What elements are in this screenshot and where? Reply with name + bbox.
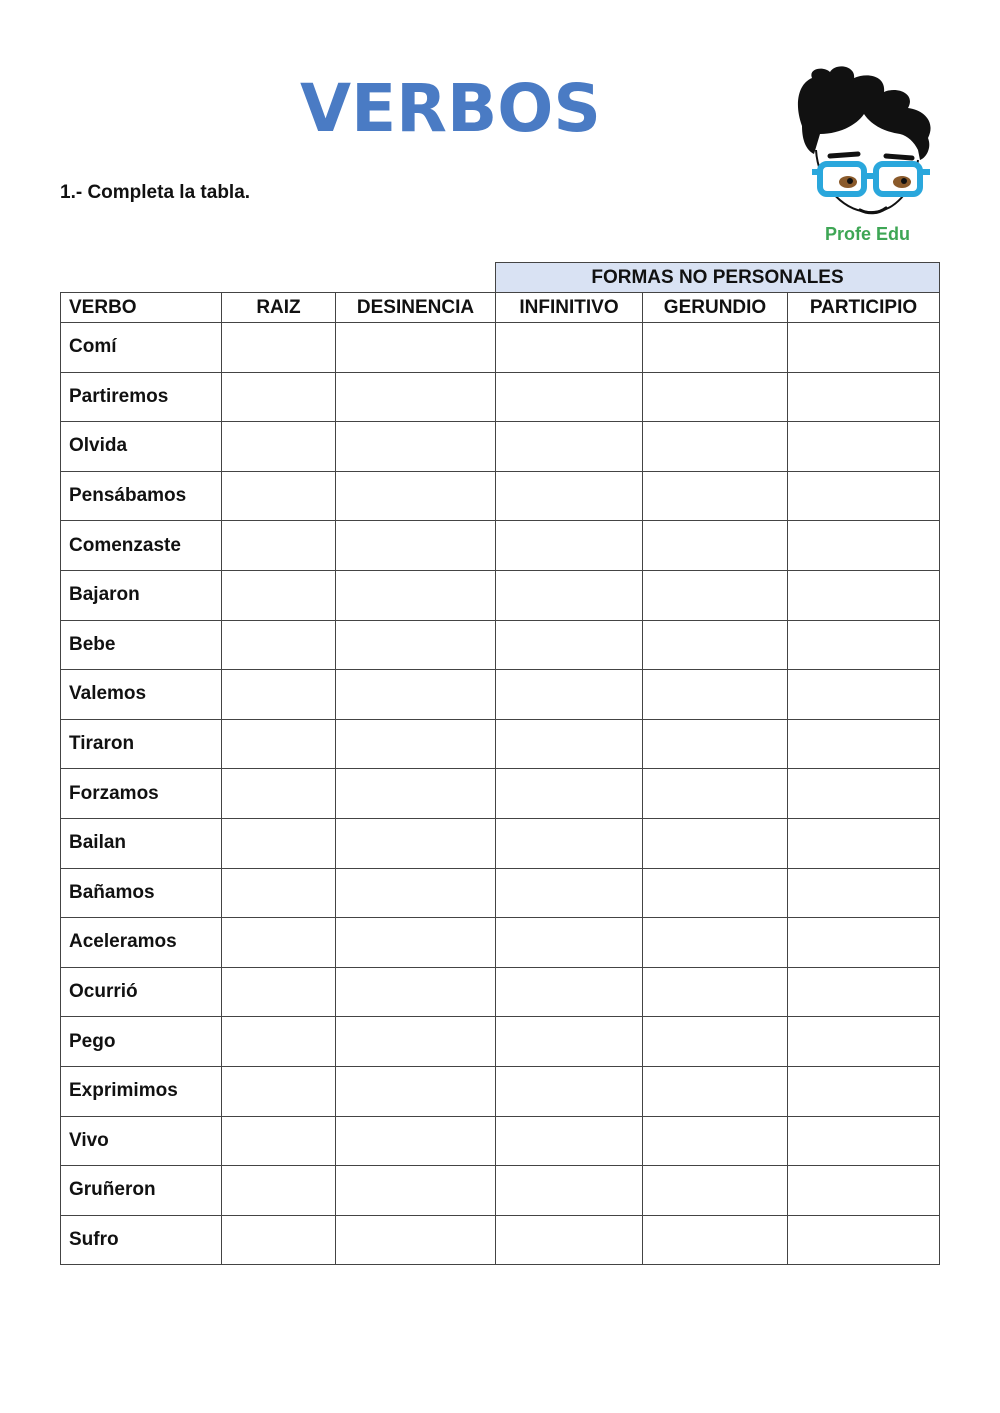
infinitivo-cell[interactable]: [496, 868, 643, 918]
gerundio-cell[interactable]: [643, 471, 788, 521]
gerundio-cell[interactable]: [643, 868, 788, 918]
desinencia-cell[interactable]: [336, 372, 496, 422]
gerundio-cell[interactable]: [643, 1215, 788, 1265]
participio-cell[interactable]: [788, 1116, 940, 1166]
desinencia-cell[interactable]: [336, 868, 496, 918]
table-row: [61, 1066, 940, 1116]
raiz-cell[interactable]: [222, 1116, 336, 1166]
table-row: [61, 670, 940, 720]
participio-cell[interactable]: [788, 967, 940, 1017]
verb-cell: Exprimimos: [61, 1066, 222, 1116]
table-row: [61, 868, 940, 918]
desinencia-cell[interactable]: [336, 967, 496, 1017]
infinitivo-cell[interactable]: [496, 670, 643, 720]
verb-cell: Vivo: [61, 1116, 222, 1166]
gerundio-cell[interactable]: [643, 372, 788, 422]
instruction-text: 1.- Completa la tabla.: [60, 182, 251, 203]
raiz-cell[interactable]: [222, 620, 336, 670]
participio-cell[interactable]: [788, 1066, 940, 1116]
group-header-formas-no-personales: FORMAS NO PERSONALES: [496, 263, 940, 293]
desinencia-cell[interactable]: [336, 918, 496, 968]
table-row: [61, 818, 940, 868]
verb-cell: Pensábamos: [61, 471, 222, 521]
participio-cell[interactable]: [788, 670, 940, 720]
gerundio-cell[interactable]: [643, 323, 788, 373]
verb-cell: Sufro: [61, 1215, 222, 1265]
participio-cell[interactable]: [788, 471, 940, 521]
table-row: [61, 719, 940, 769]
verb-cell: Bebe: [61, 620, 222, 670]
infinitivo-cell[interactable]: [496, 570, 643, 620]
page-title: VERBOS: [300, 70, 601, 147]
desinencia-cell[interactable]: [336, 670, 496, 720]
gerundio-cell[interactable]: [643, 1166, 788, 1216]
table-row: [61, 471, 940, 521]
gerundio-cell[interactable]: [643, 918, 788, 968]
participio-cell[interactable]: [788, 1166, 940, 1216]
participio-cell[interactable]: [788, 868, 940, 918]
table-row: [61, 521, 940, 571]
gerundio-cell[interactable]: [643, 967, 788, 1017]
verb-cell: Forzamos: [61, 769, 222, 819]
infinitivo-cell[interactable]: [496, 471, 643, 521]
raiz-cell[interactable]: [222, 570, 336, 620]
gerundio-cell[interactable]: [643, 818, 788, 868]
gerundio-cell[interactable]: [643, 769, 788, 819]
logo-text: Profe Edu: [824, 224, 910, 244]
verb-cell: Valemos: [61, 670, 222, 720]
desinencia-cell[interactable]: [336, 769, 496, 819]
infinitivo-cell[interactable]: [496, 521, 643, 571]
participio-cell[interactable]: [788, 422, 940, 472]
raiz-cell[interactable]: [222, 372, 336, 422]
raiz-cell[interactable]: [222, 1066, 336, 1116]
participio-cell[interactable]: [788, 570, 940, 620]
infinitivo-cell[interactable]: [496, 422, 643, 472]
infinitivo-cell[interactable]: [496, 1215, 643, 1265]
verb-cell: Comí: [61, 323, 222, 373]
verb-cell: Pego: [61, 1017, 222, 1067]
infinitivo-cell[interactable]: [496, 719, 643, 769]
desinencia-cell[interactable]: [336, 1166, 496, 1216]
participio-cell[interactable]: [788, 719, 940, 769]
participio-cell[interactable]: [788, 918, 940, 968]
table-row: [61, 372, 940, 422]
gerundio-cell[interactable]: [643, 670, 788, 720]
raiz-cell[interactable]: [222, 521, 336, 571]
desinencia-cell[interactable]: [336, 521, 496, 571]
table-row: [61, 620, 940, 670]
raiz-cell[interactable]: [222, 471, 336, 521]
verb-table: [60, 262, 940, 1265]
participio-cell[interactable]: [788, 620, 940, 670]
gerundio-cell[interactable]: [643, 719, 788, 769]
table-row: [61, 1116, 940, 1166]
participio-cell[interactable]: [788, 1017, 940, 1067]
column-header-infinitivo: INFINITIVO: [496, 293, 643, 323]
gerundio-cell[interactable]: [643, 422, 788, 472]
column-header-row: [61, 293, 940, 323]
verb-cell: Comenzaste: [61, 521, 222, 571]
raiz-cell[interactable]: [222, 769, 336, 819]
raiz-cell[interactable]: [222, 818, 336, 868]
verb-cell: Bajaron: [61, 570, 222, 620]
raiz-cell[interactable]: [222, 1166, 336, 1216]
gerundio-cell[interactable]: [643, 1017, 788, 1067]
table-row: [61, 967, 940, 1017]
table-row: [61, 769, 940, 819]
table-row: [61, 1166, 940, 1216]
verb-cell: Tiraron: [61, 719, 222, 769]
gerundio-cell[interactable]: [643, 521, 788, 571]
column-header-desinencia: DESINENCIA: [336, 293, 496, 323]
participio-cell[interactable]: [788, 769, 940, 819]
gerundio-cell[interactable]: [643, 1066, 788, 1116]
profe-edu-logo: [790, 64, 940, 254]
raiz-cell[interactable]: [222, 719, 336, 769]
desinencia-cell[interactable]: [336, 1017, 496, 1067]
participio-cell[interactable]: [788, 818, 940, 868]
desinencia-cell[interactable]: [336, 1215, 496, 1265]
raiz-cell[interactable]: [222, 868, 336, 918]
desinencia-cell[interactable]: [336, 471, 496, 521]
desinencia-cell[interactable]: [336, 422, 496, 472]
desinencia-cell[interactable]: [336, 719, 496, 769]
raiz-cell[interactable]: [222, 323, 336, 373]
boy-with-glasses-icon: [790, 64, 940, 224]
infinitivo-cell[interactable]: [496, 1116, 643, 1166]
desinencia-cell[interactable]: [336, 1116, 496, 1166]
column-header-participio: PARTICIPIO: [788, 293, 940, 323]
infinitivo-cell[interactable]: [496, 818, 643, 868]
participio-cell[interactable]: [788, 1215, 940, 1265]
raiz-cell[interactable]: [222, 422, 336, 472]
infinitivo-cell[interactable]: [496, 372, 643, 422]
verb-cell: Bailan: [61, 818, 222, 868]
desinencia-cell[interactable]: [336, 620, 496, 670]
gerundio-cell[interactable]: [643, 570, 788, 620]
raiz-cell[interactable]: [222, 1215, 336, 1265]
table-row: [61, 918, 940, 968]
infinitivo-cell[interactable]: [496, 1166, 643, 1216]
table-row: [61, 1017, 940, 1067]
infinitivo-cell[interactable]: [496, 967, 643, 1017]
infinitivo-cell[interactable]: [496, 323, 643, 373]
infinitivo-cell[interactable]: [496, 620, 643, 670]
column-header-verbo: VERBO: [61, 293, 222, 323]
participio-cell[interactable]: [788, 372, 940, 422]
verb-cell: Partiremos: [61, 372, 222, 422]
desinencia-cell[interactable]: [336, 1066, 496, 1116]
verb-cell: Aceleramos: [61, 918, 222, 968]
desinencia-cell[interactable]: [336, 570, 496, 620]
table-row: [61, 422, 940, 472]
infinitivo-cell[interactable]: [496, 1066, 643, 1116]
verb-cell: Olvida: [61, 422, 222, 472]
raiz-cell[interactable]: [222, 967, 336, 1017]
table-row: [61, 1215, 940, 1265]
header-spacer: [61, 263, 496, 293]
infinitivo-cell[interactable]: [496, 918, 643, 968]
verb-cell: Ocurrió: [61, 967, 222, 1017]
participio-cell[interactable]: [788, 323, 940, 373]
raiz-cell[interactable]: [222, 670, 336, 720]
participio-cell[interactable]: [788, 521, 940, 571]
desinencia-cell[interactable]: [336, 323, 496, 373]
column-header-gerundio: GERUNDIO: [643, 293, 788, 323]
desinencia-cell[interactable]: [336, 818, 496, 868]
infinitivo-cell[interactable]: [496, 769, 643, 819]
raiz-cell[interactable]: [222, 1017, 336, 1067]
column-header-raiz: RAIZ: [222, 293, 336, 323]
table-row: [61, 323, 940, 373]
raiz-cell[interactable]: [222, 918, 336, 968]
verb-cell: Gruñeron: [61, 1166, 222, 1216]
verb-cell: Bañamos: [61, 868, 222, 918]
table-row: [61, 570, 940, 620]
gerundio-cell[interactable]: [643, 1116, 788, 1166]
infinitivo-cell[interactable]: [496, 1017, 643, 1067]
gerundio-cell[interactable]: [643, 620, 788, 670]
